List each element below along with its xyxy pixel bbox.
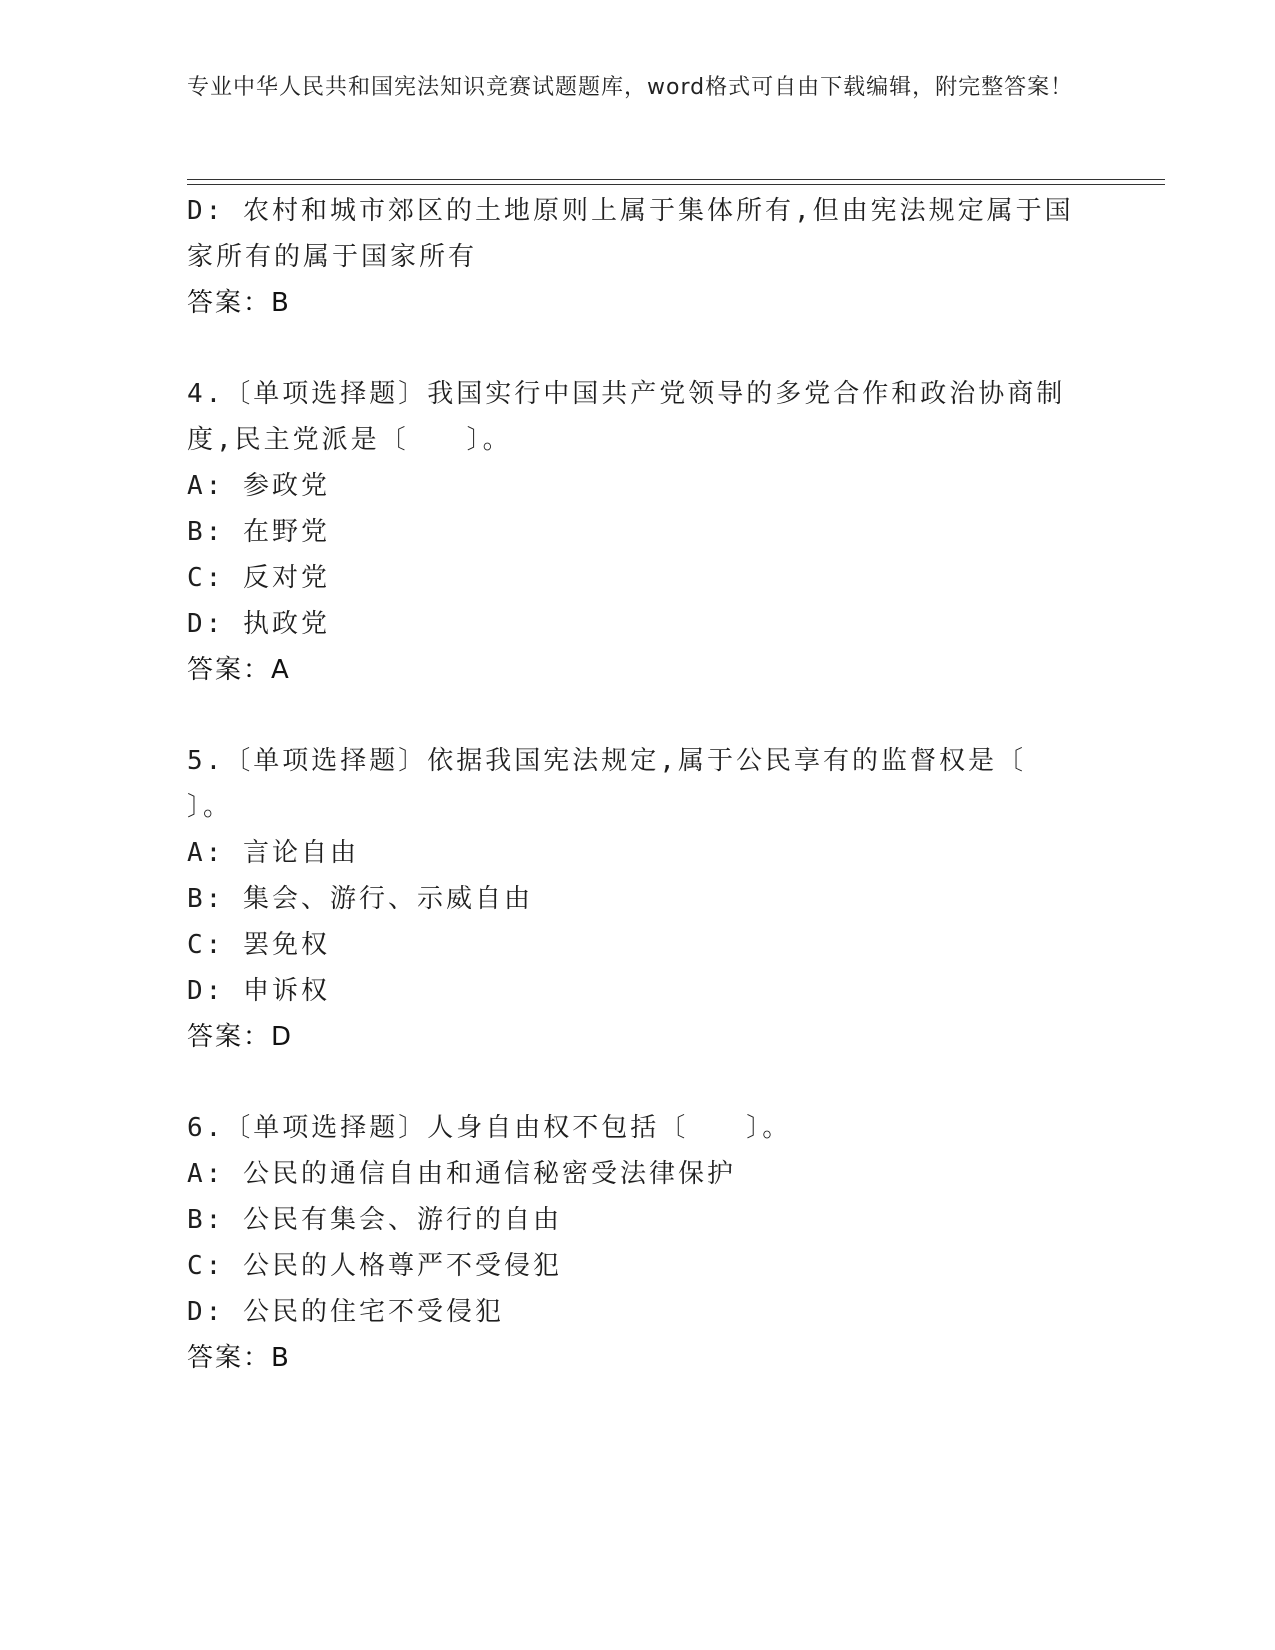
q6-option-b: B: 公民有集会、游行的自由 bbox=[187, 1205, 562, 1235]
question-4 bbox=[187, 371, 1087, 693]
q3-option-d-line1: D: 农村和城市郊区的土地原则上属于集体所有,但由宪法规定属于国 bbox=[187, 196, 1074, 226]
header-divider-top bbox=[187, 179, 1165, 180]
spacer bbox=[187, 1060, 1087, 1105]
spacer bbox=[187, 693, 1087, 738]
question-6 bbox=[187, 1105, 1087, 1381]
q6-stem-line1: 6.〔单项选择题〕人身自由权不包括〔 〕。 bbox=[187, 1113, 792, 1143]
q3-answer: 答案：B bbox=[187, 288, 291, 318]
q4-stem-line2: 度,民主党派是〔 〕。 bbox=[187, 425, 512, 455]
question-3-tail bbox=[187, 188, 1087, 326]
q3-option-d-line2: 家所有的属于国家所有 bbox=[187, 242, 478, 272]
spacer bbox=[187, 326, 1087, 371]
q5-answer: 答案：D bbox=[187, 1022, 294, 1052]
q4-option-c: C: 反对党 bbox=[187, 563, 330, 593]
q6-option-c: C: 公民的人格尊严不受侵犯 bbox=[187, 1251, 562, 1281]
q4-option-a: A: 参政党 bbox=[187, 471, 330, 501]
q4-stem-line1: 4.〔单项选择题〕我国实行中国共产党领导的多党合作和政治协商制 bbox=[187, 379, 1066, 409]
q6-answer: 答案：B bbox=[187, 1343, 291, 1373]
q5-option-d: D: 申诉权 bbox=[187, 976, 330, 1006]
q4-option-b: B: 在野党 bbox=[187, 517, 330, 547]
q4-option-d: D: 执政党 bbox=[187, 609, 330, 639]
document-header: 专业中华人民共和国宪法知识竞赛试题题库，word格式可自由下载编辑，附完整答案！ bbox=[187, 75, 1074, 100]
q5-option-c: C: 罢免权 bbox=[187, 930, 330, 960]
question-5 bbox=[187, 738, 1087, 1060]
q5-option-b: B: 集会、游行、示威自由 bbox=[187, 884, 533, 914]
q5-stem-line2: 〕。 bbox=[187, 792, 233, 822]
q6-option-a: A: 公民的通信自由和通信秘密受法律保护 bbox=[187, 1159, 736, 1189]
document-body bbox=[187, 188, 1087, 1381]
q5-stem-line1: 5.〔单项选择题〕依据我国宪法规定,属于公民享有的监督权是〔 bbox=[187, 746, 1026, 776]
q5-option-a: A: 言论自由 bbox=[187, 838, 359, 868]
header-divider-bottom bbox=[187, 184, 1165, 185]
q6-option-d: D: 公民的住宅不受侵犯 bbox=[187, 1297, 504, 1327]
q4-answer: 答案：A bbox=[187, 655, 291, 685]
